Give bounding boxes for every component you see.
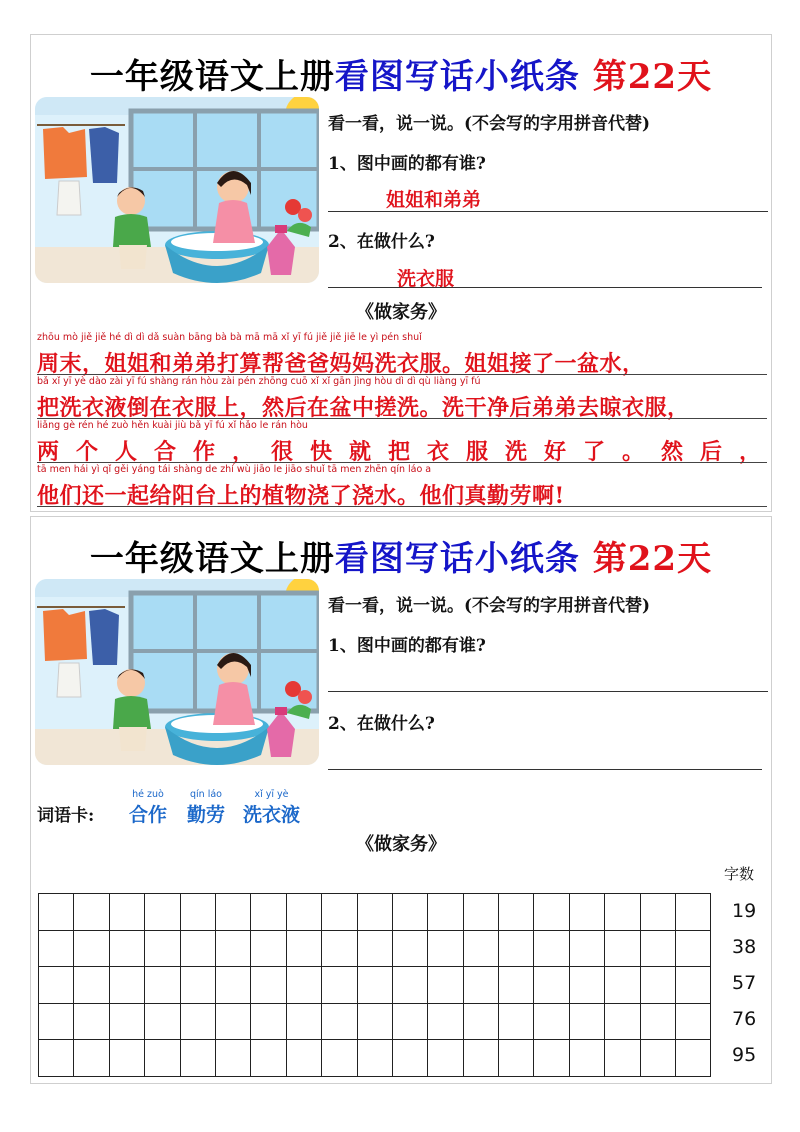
grid-cell[interactable] xyxy=(428,1003,463,1040)
title-topic: 看图写话小纸条 xyxy=(334,57,580,97)
grid-cell[interactable] xyxy=(74,1040,109,1077)
grid-cell[interactable] xyxy=(322,967,357,1004)
grid-cell[interactable] xyxy=(605,894,640,931)
answer-doing: 洗衣服 xyxy=(397,268,455,290)
word-card-word xyxy=(187,789,225,827)
grid-cell[interactable] xyxy=(145,1040,180,1077)
essay-row-text: 两个人合作，很快就把衣服洗好了。然后， xyxy=(37,439,779,465)
grid-cell[interactable] xyxy=(357,930,392,967)
essay-row-pinyin: zhōu mò jiě jiě hé dì dì dǎ suàn bāng bà bà mā mā xǐ yī fú jiě jiě jiē le yì pén shuǐ xyxy=(37,332,422,343)
grid-cell[interactable] xyxy=(428,1040,463,1077)
grid-cell[interactable] xyxy=(145,1003,180,1040)
grid-cell[interactable] xyxy=(39,930,74,967)
grid-cell[interactable] xyxy=(640,1040,675,1077)
grid-cell[interactable] xyxy=(392,967,427,1004)
essay-row-pinyin: liǎng gè rén hé zuò hěn kuài jiù bǎ yī fú xǐ hǎo le rán hòu xyxy=(37,420,308,431)
grid-cell[interactable] xyxy=(215,1003,250,1040)
grid-cell[interactable] xyxy=(569,967,604,1004)
word-count-38: 38 xyxy=(732,936,757,958)
word-card-text: 合作 xyxy=(129,804,168,826)
grid-cell[interactable] xyxy=(499,1003,534,1040)
grid-cell[interactable] xyxy=(251,1003,286,1040)
grid-cell[interactable] xyxy=(109,967,144,1004)
grid-cell[interactable] xyxy=(676,967,711,1004)
grid-cell[interactable] xyxy=(569,1003,604,1040)
grid-cell[interactable] xyxy=(392,1040,427,1077)
essay-title: 《做家务》 xyxy=(356,834,446,855)
word-card-label: 词语卡: xyxy=(37,806,95,826)
essay-row-text: 他们还一起给阳台上的植物浇了浇水。他们真勤劳啊! xyxy=(37,483,565,509)
grid-cell[interactable] xyxy=(286,1003,321,1040)
grid-row xyxy=(39,1040,711,1077)
grid-cell[interactable] xyxy=(39,1040,74,1077)
grid-cell[interactable] xyxy=(676,894,711,931)
word-card-word xyxy=(243,789,300,827)
grid-cell[interactable] xyxy=(463,1040,498,1077)
grid-cell[interactable] xyxy=(286,1040,321,1077)
grid-cell[interactable] xyxy=(39,894,74,931)
grid-cell[interactable] xyxy=(215,930,250,967)
grid-cell[interactable] xyxy=(145,967,180,1004)
worksheet-blank xyxy=(30,516,772,1084)
grid-cell[interactable] xyxy=(640,894,675,931)
worksheet-title xyxy=(31,531,771,580)
laundry-illustration xyxy=(35,97,319,283)
grid-cell[interactable] xyxy=(569,1040,604,1077)
grid-cell[interactable] xyxy=(428,894,463,931)
grid-cell[interactable] xyxy=(534,1003,569,1040)
grid-cell[interactable] xyxy=(534,930,569,967)
question-who: 1、图中画的都有谁? xyxy=(328,636,486,656)
answer-who-line[interactable] xyxy=(328,691,768,692)
grid-cell[interactable] xyxy=(322,930,357,967)
grid-cell[interactable] xyxy=(428,930,463,967)
word-card-word xyxy=(129,789,167,827)
essay-row-pinyin: bǎ xǐ yī yè dào zài yī fú shàng rán hòu zài pén zhōng cuō xǐ xǐ gān jìng hòu dì dì qù liàng yī fú xyxy=(37,376,481,387)
grid-cell[interactable] xyxy=(605,1003,640,1040)
grid-cell[interactable] xyxy=(428,967,463,1004)
grid-cell[interactable] xyxy=(605,967,640,1004)
grid-cell[interactable] xyxy=(640,1003,675,1040)
essay-title: 《做家务》 xyxy=(356,302,446,323)
grid-cell[interactable] xyxy=(392,1003,427,1040)
essay-row-pinyin: tā men hái yì qǐ gěi yáng tái shàng de zhí wù jiāo le jiāo shuǐ tā men zhēn qín láo a xyxy=(37,464,432,475)
grid-cell[interactable] xyxy=(215,967,250,1004)
grid-cell[interactable] xyxy=(357,894,392,931)
word-card-pinyin: xǐ yī yè xyxy=(254,789,289,800)
grid-cell[interactable] xyxy=(251,967,286,1004)
grid-cell[interactable] xyxy=(180,967,215,1004)
grid-cell[interactable] xyxy=(569,894,604,931)
grid-cell[interactable] xyxy=(605,930,640,967)
grid-cell[interactable] xyxy=(322,1003,357,1040)
grid-cell[interactable] xyxy=(499,930,534,967)
question-doing: 2、在做什么? xyxy=(328,232,435,252)
grid-cell[interactable] xyxy=(322,1040,357,1077)
instruction-text: 看一看，说一说。(不会写的字用拼音代替) xyxy=(328,596,651,616)
answer-doing-line xyxy=(328,287,762,288)
grid-cell[interactable] xyxy=(109,930,144,967)
title-grade: 一年级语文上册 xyxy=(89,539,335,579)
grid-cell[interactable] xyxy=(215,894,250,931)
grid-cell[interactable] xyxy=(463,894,498,931)
grid-cell[interactable] xyxy=(640,930,675,967)
word-card-text: 勤劳 xyxy=(187,804,226,826)
title-grade: 一年级语文上册 xyxy=(89,57,335,97)
grid-row xyxy=(39,894,711,931)
grid-cell[interactable] xyxy=(569,930,604,967)
answer-who: 姐姐和弟弟 xyxy=(386,189,482,211)
grid-cell[interactable] xyxy=(357,1040,392,1077)
laundry-illustration xyxy=(35,579,319,765)
grid-cell[interactable] xyxy=(39,1003,74,1040)
word-card-pinyin: hé zuò xyxy=(132,789,164,800)
word-card-text: 洗衣液 xyxy=(243,804,301,826)
grid-cell[interactable] xyxy=(392,894,427,931)
grid-cell[interactable] xyxy=(180,930,215,967)
grid-cell[interactable] xyxy=(534,894,569,931)
grid-cell[interactable] xyxy=(534,967,569,1004)
grid-cell[interactable] xyxy=(463,1003,498,1040)
answer-who-line xyxy=(328,211,768,212)
grid-row xyxy=(39,930,711,967)
grid-cell[interactable] xyxy=(109,1040,144,1077)
grid-row xyxy=(39,1003,711,1040)
grid-cell[interactable] xyxy=(676,1040,711,1077)
grid-cell[interactable] xyxy=(74,1003,109,1040)
word-count-76: 76 xyxy=(732,1008,757,1030)
worksheet-completed xyxy=(30,34,779,512)
grid-cell[interactable] xyxy=(357,967,392,1004)
grid-cell[interactable] xyxy=(499,1040,534,1077)
grid-cell[interactable] xyxy=(605,1040,640,1077)
answer-doing-line[interactable] xyxy=(328,769,762,770)
grid-cell[interactable] xyxy=(251,1040,286,1077)
grid-row xyxy=(39,967,711,1004)
word-count-95: 95 xyxy=(732,1044,757,1066)
grid-cell[interactable] xyxy=(74,894,109,931)
grid-cell[interactable] xyxy=(39,967,74,1004)
word-count-57: 57 xyxy=(732,972,757,994)
grid-cell[interactable] xyxy=(534,1040,569,1077)
essay-row-text: 周末，姐姐和弟弟打算帮爸爸妈妈洗衣服。姐姐接了一盆水， xyxy=(37,351,645,377)
grid-cell[interactable] xyxy=(74,967,109,1004)
grid-cell[interactable] xyxy=(180,894,215,931)
title-day: 第22天 xyxy=(592,539,713,579)
grid-cell[interactable] xyxy=(499,967,534,1004)
grid-cell[interactable] xyxy=(145,930,180,967)
grid-cell[interactable] xyxy=(251,930,286,967)
word-card-pinyin: qín láo xyxy=(190,789,222,800)
grid-cell[interactable] xyxy=(357,1003,392,1040)
grid-cell[interactable] xyxy=(109,894,144,931)
grid-cell[interactable] xyxy=(74,930,109,967)
grid-cell[interactable] xyxy=(180,1040,215,1077)
grid-cell[interactable] xyxy=(145,894,180,931)
grid-cell[interactable] xyxy=(499,894,534,931)
grid-cell[interactable] xyxy=(286,894,321,931)
grid-cell[interactable] xyxy=(463,930,498,967)
grid-cell[interactable] xyxy=(215,1040,250,1077)
question-who: 1、图中画的都有谁? xyxy=(328,154,486,174)
grid-cell[interactable] xyxy=(463,967,498,1004)
instruction-text: 看一看，说一说。(不会写的字用拼音代替) xyxy=(328,114,651,134)
grid-cell[interactable] xyxy=(109,1003,144,1040)
title-topic: 看图写话小纸条 xyxy=(334,539,580,579)
title-day: 第22天 xyxy=(592,57,713,97)
worksheet-title xyxy=(31,49,771,98)
grid-cell[interactable] xyxy=(392,930,427,967)
grid-cell[interactable] xyxy=(322,894,357,931)
writing-grid[interactable] xyxy=(38,893,711,1077)
grid-cell[interactable] xyxy=(286,930,321,967)
word-count-19: 19 xyxy=(732,900,757,922)
essay-row-text: 把洗衣液倒在衣服上，然后在盆中搓洗。洗干净后弟弟去晾衣服， xyxy=(37,395,690,421)
grid-cell[interactable] xyxy=(251,894,286,931)
grid-cell[interactable] xyxy=(640,967,675,1004)
grid-cell[interactable] xyxy=(286,967,321,1004)
grid-cell[interactable] xyxy=(676,1003,711,1040)
word-count-label: 字数 xyxy=(724,865,755,883)
grid-cell[interactable] xyxy=(180,1003,215,1040)
grid-cell[interactable] xyxy=(676,930,711,967)
question-doing: 2、在做什么? xyxy=(328,714,435,734)
